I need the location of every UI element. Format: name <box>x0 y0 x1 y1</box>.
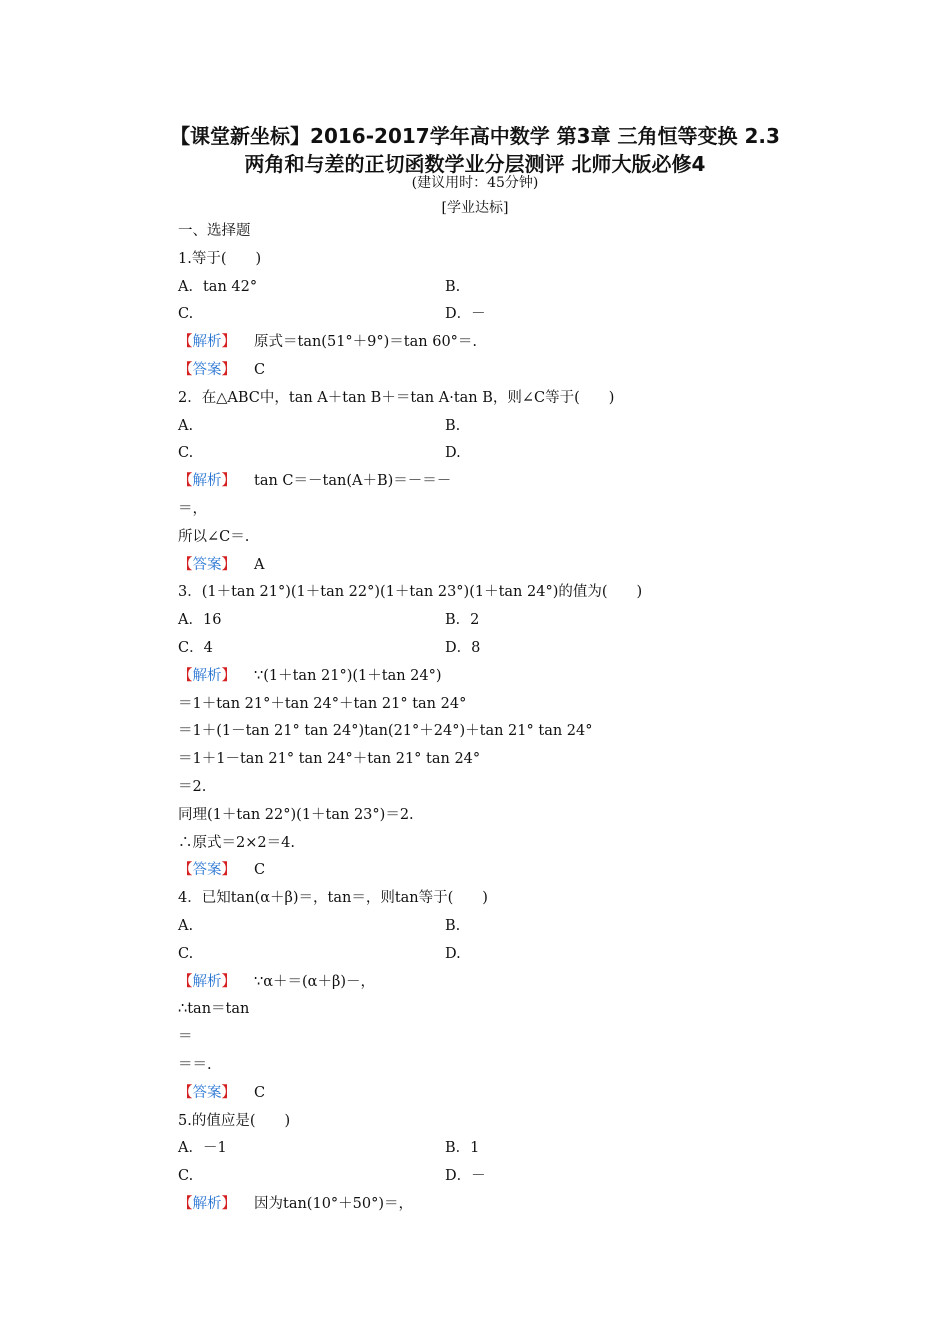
answer-line <box>178 552 818 580</box>
analysis-text: ∵α＋＝(α＋β)－， <box>254 973 376 990</box>
tag-bracket-close: 】 <box>221 667 236 684</box>
option-right: D．－ <box>445 306 486 323</box>
option-left: C. <box>178 1168 194 1185</box>
option-right: B. <box>445 278 461 295</box>
content-line: ＝1＋(1－tan 21° tan 24°)tan(21°＋24°)＋tan 21° tan 24° <box>178 723 593 740</box>
tag-bracket-close: 】 <box>221 973 236 990</box>
answer-line <box>178 357 818 385</box>
content-line: ＝2. <box>178 778 207 795</box>
tag-label: 解析 <box>192 1195 222 1212</box>
option-right: B．1 <box>445 1140 480 1157</box>
answer-text: A <box>254 556 265 573</box>
document-title <box>100 122 850 178</box>
title-line-1: 【课堂新坐标】2016-2017学年高中数学 第3章 三角恒等变换 2.3 <box>170 124 780 148</box>
analysis-text: 因为tan(10°＋50°)＝， <box>254 1195 414 1212</box>
tag-bracket-open: 【 <box>178 473 193 490</box>
answer-line <box>178 857 818 885</box>
content-line: 一、选择题 <box>178 223 251 239</box>
tag-bracket-open: 【 <box>178 361 193 378</box>
tag-bracket-close: 】 <box>221 556 236 573</box>
answer-text: C <box>254 361 266 378</box>
tag-label: 答案 <box>192 556 222 573</box>
answer-line <box>178 1080 818 1108</box>
tag-bracket-open: 【 <box>178 862 193 879</box>
content-line: 5.的值应是( ) <box>178 1112 291 1129</box>
content-line: ＝＝. <box>178 1056 212 1073</box>
tag-label: 解析 <box>192 667 222 684</box>
tag-label: 解析 <box>192 473 222 490</box>
option-row <box>178 1135 818 1163</box>
option-left: A. <box>178 417 194 434</box>
option-left: A．16 <box>178 612 222 629</box>
tag-bracket-close: 】 <box>221 361 236 378</box>
section-heading: [学业达标] <box>441 200 509 216</box>
content-line: ＝， <box>178 500 207 517</box>
option-left: C．4 <box>178 639 213 656</box>
analysis-tag <box>178 473 236 489</box>
tag-label: 解析 <box>192 973 222 990</box>
option-left: C. <box>178 306 194 323</box>
content-line: 3．(1＋tan 21°)(1＋tan 22°)(1＋tan 23°)(1＋tan 24°)的值为( ) <box>178 584 643 601</box>
tag-label: 答案 <box>192 361 222 378</box>
tag-label: 答案 <box>192 862 222 879</box>
content-line: 1.等于( ) <box>178 250 262 267</box>
analysis-line <box>178 1191 818 1219</box>
title-line-2: 两角和与差的正切函数学业分层测评 北师大版必修4 <box>244 152 706 176</box>
analysis-text: ∵(1＋tan 21°)(1＋tan 24°) <box>254 667 442 684</box>
tag-label: 答案 <box>192 1084 222 1101</box>
analysis-tag <box>178 334 236 350</box>
tag-bracket-open: 【 <box>178 1084 193 1101</box>
content-line: 4．已知tan(α＋β)＝，tan＝，则tan等于( ) <box>178 890 488 907</box>
analysis-text: 原式＝tan(51°＋9°)＝tan 60°＝. <box>254 334 478 351</box>
content-line: ∴tan＝tan <box>178 1001 250 1018</box>
question-content <box>178 218 818 1219</box>
option-right: B．2 <box>445 612 480 629</box>
analysis-tag <box>178 1196 236 1212</box>
content-line: ＝ <box>178 1029 193 1046</box>
option-left: A. <box>178 917 194 934</box>
option-right: D. <box>445 945 461 962</box>
analysis-line <box>178 663 818 691</box>
analysis-line <box>178 468 818 496</box>
analysis-line <box>178 329 818 357</box>
tag-bracket-close: 】 <box>221 862 236 879</box>
answer-tag <box>178 862 236 878</box>
content-line: 2．在△ABC中，tan A＋tan B＋＝tan A·tan B，则∠C等于( ) <box>178 389 615 406</box>
suggested-time: (建议用时：45分钟) <box>411 175 539 191</box>
analysis-tag <box>178 974 236 990</box>
option-row <box>178 941 818 969</box>
option-row <box>178 1163 818 1191</box>
answer-tag <box>178 362 236 378</box>
option-row <box>178 607 818 635</box>
content-line: ∴原式＝2×2＝4. <box>178 834 295 851</box>
option-left: C. <box>178 445 194 462</box>
tag-bracket-open: 【 <box>178 334 193 351</box>
answer-text: C <box>254 862 266 879</box>
tag-bracket-open: 【 <box>178 973 193 990</box>
analysis-text: tan C＝－tan(A＋B)＝－＝－ <box>254 473 452 490</box>
option-right: D．8 <box>445 639 481 656</box>
analysis-tag <box>178 668 236 684</box>
tag-label: 解析 <box>192 334 222 351</box>
analysis-line <box>178 969 818 997</box>
content-line: ＝1＋1－tan 21° tan 24°＋tan 21° tan 24° <box>178 751 481 768</box>
tag-bracket-close: 】 <box>221 1195 236 1212</box>
tag-bracket-close: 】 <box>221 1084 236 1101</box>
option-row <box>178 413 818 441</box>
option-row <box>178 913 818 941</box>
option-row <box>178 274 818 302</box>
option-left: A．－1 <box>178 1140 227 1157</box>
option-right: B. <box>445 417 461 434</box>
answer-tag <box>178 557 236 573</box>
tag-bracket-open: 【 <box>178 667 193 684</box>
option-left: A．tan 42° <box>178 278 258 295</box>
option-right: B. <box>445 917 461 934</box>
tag-bracket-open: 【 <box>178 1195 193 1212</box>
option-row <box>178 440 818 468</box>
answer-tag <box>178 1085 236 1101</box>
tag-bracket-close: 】 <box>221 334 236 351</box>
content-line: 同理(1＋tan 22°)(1＋tan 23°)＝2. <box>178 806 414 823</box>
option-right: D．－ <box>445 1168 486 1185</box>
answer-text: C <box>254 1084 266 1101</box>
option-left: C. <box>178 945 194 962</box>
option-right: D. <box>445 445 461 462</box>
tag-bracket-close: 】 <box>221 473 236 490</box>
content-line: 所以∠C＝. <box>178 528 250 545</box>
tag-bracket-open: 【 <box>178 556 193 573</box>
option-row <box>178 635 818 663</box>
content-line: ＝1＋tan 21°＋tan 24°＋tan 21° tan 24° <box>178 695 467 712</box>
option-row <box>178 301 818 329</box>
